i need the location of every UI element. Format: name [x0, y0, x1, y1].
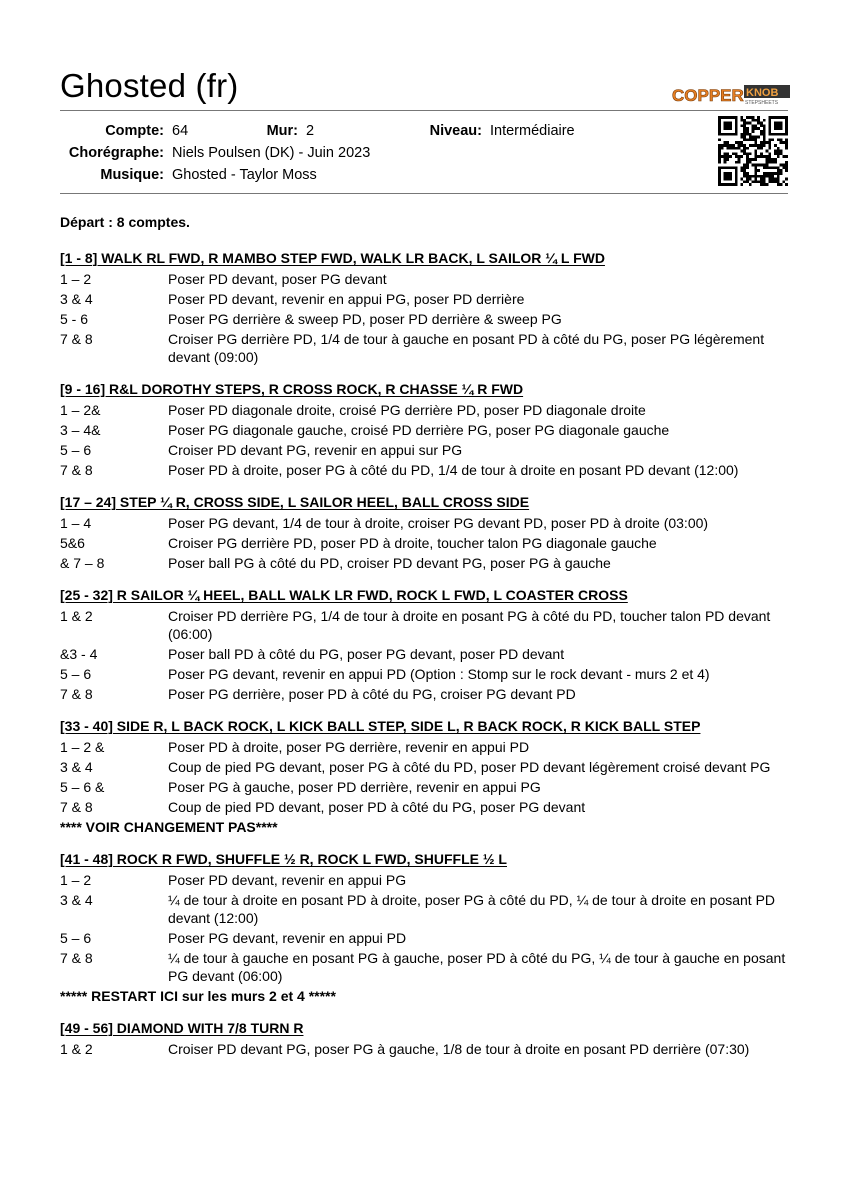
step-description: Poser PG devant, 1/4 de tour à droite, croiser PG devant PD, poser PD à droite (03:00) [168, 515, 709, 531]
section-title: [9 - 16] R&L DOROTHY STEPS, R CROSS ROCK, R CHASSE ¼ R FWD [60, 381, 524, 397]
section-title: [49 - 56] DIAMOND WITH 7/8 TURN R [60, 1020, 304, 1036]
step-count: 3 & 4 [60, 892, 93, 908]
step-row [60, 871, 792, 889]
step-count: 7 & 8 [60, 686, 93, 702]
header-rule-top [60, 110, 788, 111]
step-count: 1 – 2 [60, 872, 92, 888]
compte-label: Compte: [105, 123, 164, 139]
musique-value: Ghosted - Taylor Moss [172, 167, 317, 183]
step-count: 1 & 2 [60, 1041, 93, 1057]
step-row [60, 290, 792, 308]
step-count: 5 – 6 [60, 666, 92, 682]
step-description: Poser PD à droite, poser PG à côté du PD, 1/4 de tour à droite en posant PD devant (12:00) [168, 462, 739, 478]
step-row [60, 401, 792, 419]
header-rule-bottom [60, 193, 788, 194]
step-row [60, 514, 792, 532]
step-row [60, 798, 792, 816]
step-description: Croiser PG derrière PD, 1/4 de tour à gauche en posant PD à côté du PG, poser PG légèrement devant (09:00) [168, 331, 765, 365]
step-row [60, 665, 792, 683]
step-description: Poser PG diagonale gauche, croisé PD derrière PG, poser PG diagonale gauche [168, 422, 670, 438]
section-note: **** VOIR CHANGEMENT PAS**** [60, 819, 278, 835]
meta-left-column [60, 120, 370, 186]
step-count: 5&6 [60, 535, 85, 551]
page-title: Ghosted (fr) [60, 67, 239, 104]
niveau-label: Niveau: [429, 123, 482, 139]
step-description: Poser PD devant, poser PG devant [168, 271, 387, 287]
step-description: Poser ball PG à côté du PD, croiser PD devant PG, poser PG à gauche [168, 555, 611, 571]
step-row [60, 534, 792, 552]
step-row [60, 421, 792, 439]
step-description: Poser PG devant, revenir en appui PD (Option : Stomp sur le rock devant - murs 2 et 4) [168, 666, 710, 682]
step-description: Poser PD à droite, poser PG derrière, revenir en appui PD [168, 739, 530, 755]
stepsheet-content [60, 213, 792, 1072]
step-count: 1 & 2 [60, 608, 93, 624]
step-row [60, 607, 792, 643]
step-count: 5 – 6 [60, 930, 92, 946]
step-count: 7 & 8 [60, 950, 93, 966]
step-description: ¼ de tour à droite en posant PD à droite, poser PG à côté du PD, ¼ de tour à droite en posant PD devant (12:00) [168, 892, 776, 926]
section [60, 493, 792, 572]
svg-text:COPPER: COPPER [672, 86, 744, 105]
step-count: 1 – 2& [60, 402, 101, 418]
svg-text:KNOB: KNOB [746, 87, 779, 99]
mur-value: 2 [306, 123, 315, 139]
choregraphe-label: Chorégraphe: [68, 145, 164, 161]
step-row [60, 1040, 792, 1058]
step-count: 3 – 4& [60, 422, 101, 438]
step-count: 1 – 4 [60, 515, 92, 531]
step-count: 5 – 6 & [60, 779, 105, 795]
step-count: 5 – 6 [60, 442, 92, 458]
meta-right-column [420, 120, 575, 142]
step-description: Poser PD diagonale droite, croisé PG derrière PD, poser PD diagonale droite [168, 402, 646, 418]
svg-text:STEPSHEETS: STEPSHEETS [745, 100, 779, 106]
choregraphe-value: Niels Poulsen (DK) - Juin 2023 [172, 145, 371, 161]
step-count: 7 & 8 [60, 331, 93, 347]
step-count: 1 – 2 & [60, 739, 105, 755]
section-title: [25 - 32] R SAILOR ¼ HEEL, BALL WALK LR FWD, ROCK L FWD, L COASTER CROSS [60, 587, 628, 603]
step-row [60, 949, 792, 985]
step-count: 7 & 8 [60, 799, 93, 815]
meta-mid-column [240, 120, 314, 142]
step-row [60, 441, 792, 459]
depart-text: Départ : 8 comptes. [60, 214, 190, 230]
step-description: Poser PD devant, revenir en appui PG [168, 872, 407, 888]
step-description: Poser ball PD à côté du PG, poser PG devant, poser PD devant [168, 646, 565, 662]
mur-label: Mur: [266, 123, 298, 139]
section [60, 586, 792, 703]
step-description: Croiser PD devant PG, poser PG à gauche, 1/8 de tour à droite en posant PD derrière (07:30) [168, 1041, 750, 1057]
step-count: & 7 – 8 [60, 555, 105, 571]
musique-label: Musique: [100, 167, 164, 183]
step-description: Croiser PD derrière PG, 1/4 de tour à droite en posant PG à côté du PD, toucher talon PD devant (06:00) [168, 608, 771, 642]
copperknob-logo [672, 84, 790, 106]
step-count: 1 – 2 [60, 271, 92, 287]
section [60, 380, 792, 479]
section-note: ***** RESTART ICI sur les murs 2 et 4 ***** [60, 988, 336, 1004]
step-row [60, 270, 792, 288]
compte-value: 64 [172, 123, 189, 139]
section-title: [41 - 48] ROCK R FWD, SHUFFLE ½ R, ROCK L FWD, SHUFFLE ½ L [60, 851, 507, 867]
step-row [60, 330, 792, 366]
step-count: 3 & 4 [60, 291, 93, 307]
section [60, 717, 792, 836]
step-row [60, 310, 792, 328]
step-row [60, 738, 792, 756]
sections-list [60, 249, 792, 1058]
section [60, 249, 792, 366]
step-count: 7 & 8 [60, 462, 93, 478]
step-row [60, 461, 792, 479]
step-row [60, 645, 792, 663]
step-row [60, 778, 792, 796]
step-description: Coup de pied PD devant, poser PD à côté du PG, poser PG devant [168, 799, 586, 815]
section [60, 1019, 792, 1058]
section [60, 850, 792, 1005]
qr-code-icon[interactable] [718, 116, 788, 186]
step-row [60, 891, 792, 927]
section-title: [1 - 8] WALK RL FWD, R MAMBO STEP FWD, WALK LR BACK, L SAILOR ¼ L FWD [60, 250, 605, 266]
step-description: Poser PG à gauche, poser PD derrière, revenir en appui PG [168, 779, 541, 795]
niveau-value: Intermédiaire [490, 123, 575, 139]
step-row [60, 685, 792, 703]
section-title: [33 - 40] SIDE R, L BACK ROCK, L KICK BALL STEP, SIDE L, R BACK ROCK, R KICK BALL STEP [60, 718, 701, 734]
step-row [60, 929, 792, 947]
step-count: &3 - 4 [60, 646, 98, 662]
step-description: Croiser PD devant PG, revenir en appui sur PG [168, 442, 463, 458]
step-count: 3 & 4 [60, 759, 93, 775]
step-count: 5 - 6 [60, 311, 89, 327]
section-title: [17 – 24] STEP ¼ R, CROSS SIDE, L SAILOR HEEL, BALL CROSS SIDE [60, 494, 530, 510]
step-row [60, 758, 792, 776]
step-description: Coup de pied PG devant, poser PG à côté du PD, poser PD devant légèrement croisé devant PG [168, 759, 771, 775]
step-description: Croiser PG derrière PD, poser PD à droite, toucher talon PG diagonale gauche [168, 535, 657, 551]
step-description: Poser PG derrière, poser PD à côté du PG, croiser PG devant PD [168, 686, 576, 702]
step-row [60, 554, 792, 572]
step-description: Poser PG derrière & sweep PD, poser PD derrière & sweep PG [168, 311, 562, 327]
step-description: ¼ de tour à gauche en posant PG à gauche, poser PD à côté du PG, ¼ de tour à gauche en posant PG devant (06:00) [168, 950, 786, 984]
step-description: Poser PD devant, revenir en appui PG, poser PD derrière [168, 291, 525, 307]
step-description: Poser PG devant, revenir en appui PD [168, 930, 407, 946]
